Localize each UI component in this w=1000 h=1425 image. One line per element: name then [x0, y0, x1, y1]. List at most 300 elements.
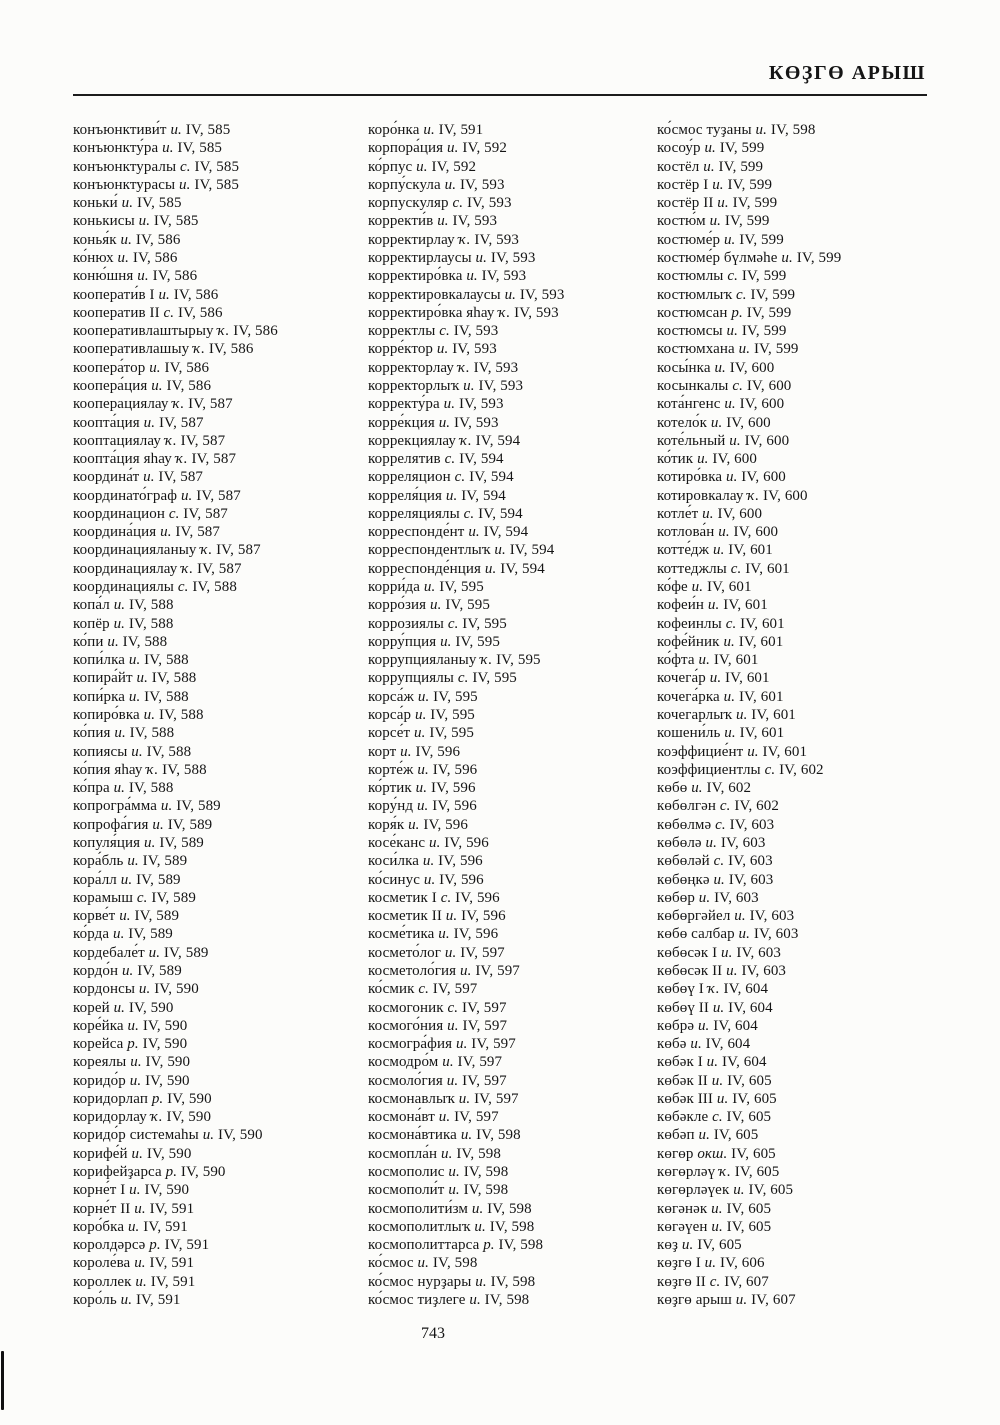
- dictionary-entry: [657, 816, 949, 834]
- dictionary-entry: [657, 1181, 949, 1199]
- entry-headword: корректирлау: [368, 231, 455, 248]
- dictionary-entry: [657, 925, 949, 943]
- entry-headword: корифе́й: [73, 1145, 128, 1162]
- entry-volume-page-ref: IV, 601: [762, 743, 808, 760]
- dictionary-entry: [657, 1072, 949, 1090]
- entry-headword: кота́нгенс: [657, 396, 721, 413]
- dictionary-entry: [657, 158, 949, 176]
- dictionary-entry: [657, 377, 949, 395]
- entry-pos-label: ҡ.: [457, 359, 470, 376]
- entry-volume-page-ref: IV, 593: [490, 249, 536, 266]
- dictionary-entry: [73, 212, 365, 230]
- entry-headword: костёр I: [657, 176, 709, 193]
- entry-headword: котировкалау: [657, 487, 744, 504]
- entry-volume-page-ref: IV, 585: [136, 195, 182, 212]
- entry-headword: коридорлап: [73, 1090, 148, 1107]
- entry-volume-page-ref: IV, 597: [471, 1036, 516, 1053]
- dictionary-entry: [368, 962, 660, 980]
- entry-volume-page-ref: IV, 602: [734, 798, 779, 815]
- entry-volume-page-ref: IV, 595: [472, 670, 517, 687]
- entry-headword: кочегарлыҡ: [657, 707, 733, 723]
- dictionary-entry: [73, 1236, 365, 1254]
- entry-volume-page-ref: IV, 605: [732, 1090, 777, 1107]
- entry-volume-page-ref: IV, 590: [146, 1145, 192, 1162]
- entry-volume-page-ref: IV, 601: [739, 725, 785, 742]
- dictionary-entry: [73, 925, 365, 943]
- dictionary-entry: [657, 541, 949, 559]
- entry-headword: ко́синус: [368, 871, 420, 888]
- dictionary-entry: [73, 816, 365, 834]
- entry-pos-label: ҡ.: [181, 560, 194, 577]
- dictionary-entry: [73, 1163, 365, 1181]
- dictionary-entry: [73, 1017, 365, 1035]
- dictionary-entry: [368, 1181, 660, 1199]
- entry-volume-page-ref: IV, 588: [146, 743, 192, 760]
- entry-volume-page-ref: IV, 589: [142, 853, 188, 870]
- dictionary-entry: [73, 1254, 365, 1272]
- dictionary-entry: [368, 487, 660, 505]
- entry-headword: космето́лог: [368, 944, 442, 961]
- entry-pos-label: ҡ.: [146, 761, 159, 778]
- dictionary-entry: [657, 267, 949, 285]
- dictionary-entry: [73, 1291, 365, 1309]
- entry-volume-page-ref: IV, 591: [143, 1218, 188, 1235]
- entry-headword: космополити́зм: [368, 1200, 468, 1217]
- entry-volume-page-ref: IV, 599: [741, 323, 787, 340]
- dictionary-entry: [73, 669, 365, 687]
- entry-pos-label: и.: [710, 414, 723, 431]
- entry-headword: кофе́йник: [657, 633, 720, 650]
- running-head: КӨҘГӨ АРЫШ: [768, 62, 926, 84]
- dictionary-entry: [73, 432, 365, 450]
- dictionary-entry: [73, 651, 365, 669]
- entry-volume-page-ref: IV, 596: [453, 926, 499, 943]
- entry-pos-label: и.: [128, 652, 141, 669]
- entry-pos-label: и.: [437, 213, 449, 230]
- dictionary-entry: [657, 1236, 949, 1254]
- entry-headword: корректиро́вка: [368, 268, 463, 285]
- dictionary-entry: [368, 761, 660, 779]
- entry-volume-page-ref: IV, 588: [151, 670, 197, 687]
- entry-headword: көбөү I: [657, 981, 704, 998]
- dictionary-entry: [73, 249, 365, 267]
- dictionary-entry: [368, 852, 660, 870]
- entry-pos-label: и.: [734, 908, 746, 925]
- entry-pos-label: ҡ.: [458, 231, 471, 248]
- entry-volume-page-ref: IV, 596: [455, 889, 500, 906]
- entry-pos-label: и.: [707, 597, 720, 614]
- entry-pos-label: с.: [725, 615, 737, 632]
- dictionary-entry: [368, 377, 660, 395]
- entry-volume-page-ref: IV, 601: [725, 670, 770, 687]
- entry-volume-page-ref: IV, 590: [166, 1109, 212, 1126]
- dictionary-entry: [368, 286, 660, 304]
- entry-pos-label: и.: [422, 853, 435, 870]
- entry-volume-page-ref: IV, 590: [145, 1054, 191, 1071]
- entry-pos-label: и.: [474, 1218, 486, 1235]
- entry-pos-label: с.: [452, 195, 464, 212]
- entry-headword: көҙ: [657, 1237, 679, 1254]
- entry-headword: корри́да: [368, 579, 421, 596]
- entry-pos-label: р.: [483, 1237, 495, 1254]
- entry-volume-page-ref: IV, 600: [712, 451, 757, 468]
- entry-pos-label: и.: [127, 853, 139, 870]
- entry-pos-label: р.: [731, 304, 743, 321]
- entry-headword: ко́пи: [73, 633, 104, 650]
- entry-volume-page-ref: IV, 594: [500, 560, 545, 577]
- entry-pos-label: и.: [697, 1017, 710, 1034]
- entry-pos-label: и.: [697, 451, 709, 468]
- entry-headword: космодро́м: [368, 1054, 439, 1071]
- entry-volume-page-ref: IV, 597: [462, 1017, 508, 1034]
- dictionary-entry: [657, 1273, 949, 1291]
- entry-headword: көбөлгән: [657, 798, 717, 815]
- entry-headword: корса́ж: [368, 688, 414, 705]
- entry-volume-page-ref: IV, 594: [469, 469, 514, 486]
- entry-headword: көбрә: [657, 1017, 695, 1034]
- entry-pos-label: и.: [436, 341, 449, 358]
- dictionary-entry: [368, 212, 660, 230]
- entry-volume-page-ref: IV, 597: [475, 962, 520, 979]
- entry-volume-page-ref: IV, 593: [453, 323, 499, 340]
- entry-volume-page-ref: IV, 595: [445, 597, 490, 614]
- entry-headword: копёр: [73, 615, 110, 632]
- entry-headword: көбөләй: [657, 853, 710, 870]
- entry-headword: ко́смик: [368, 981, 415, 998]
- entry-volume-page-ref: IV, 590: [180, 1164, 226, 1181]
- entry-volume-page-ref: IV, 586: [173, 286, 219, 303]
- entry-pos-label: с.: [463, 505, 475, 522]
- entry-headword: коню́шня: [73, 268, 134, 285]
- entry-pos-label: и.: [703, 158, 715, 175]
- entry-pos-label: и.: [711, 1218, 723, 1235]
- dictionary-entry: [657, 1035, 949, 1053]
- entry-headword: көгәнәк: [657, 1200, 708, 1217]
- dictionary-entry: [73, 286, 365, 304]
- dictionary-entry: [73, 1218, 365, 1236]
- dictionary-entry: [657, 889, 949, 907]
- entry-pos-label: и.: [781, 249, 793, 266]
- dictionary-entry: [73, 377, 365, 395]
- entry-pos-label: и.: [738, 926, 750, 943]
- dictionary-entry: [368, 1017, 660, 1035]
- entry-volume-page-ref: IV, 587: [197, 560, 242, 577]
- entry-pos-label: с.: [713, 853, 725, 870]
- dictionary-entry: [657, 1126, 949, 1144]
- entry-pos-label: ҡ.: [459, 432, 472, 449]
- dictionary-entry: [657, 1200, 949, 1218]
- dictionary-entry: [368, 1035, 660, 1053]
- entry-volume-page-ref: IV, 593: [519, 286, 565, 303]
- entry-pos-label: и.: [138, 213, 151, 230]
- entry-volume-page-ref: IV, 599: [732, 195, 778, 212]
- entry-headword: кошени́ль: [657, 725, 721, 742]
- entry-pos-label: и.: [162, 140, 174, 157]
- entry-pos-label: и.: [416, 158, 428, 175]
- dictionary-entry: [73, 871, 365, 889]
- dictionary-entry: [657, 359, 949, 377]
- dictionary-entry: [368, 267, 660, 285]
- entry-headword: корт: [368, 743, 397, 760]
- entry-pos-label: р.: [151, 1090, 164, 1107]
- dictionary-entry: [657, 121, 949, 139]
- entry-headword: коопера́ция: [73, 377, 148, 394]
- dictionary-entry: [657, 651, 949, 669]
- dictionary-entry: [368, 889, 660, 907]
- entry-headword: кооперати́в I: [73, 286, 155, 303]
- entry-pos-label: и.: [716, 1090, 729, 1107]
- entry-headword: ко́смос тиҙлеге: [368, 1292, 466, 1308]
- dictionary-entry: [73, 414, 365, 432]
- entry-volume-page-ref: IV, 603: [736, 944, 781, 961]
- entry-volume-page-ref: IV, 591: [135, 1292, 181, 1308]
- entry-headword: космополитлыҡ: [368, 1218, 471, 1235]
- entry-pos-label: с.: [444, 451, 456, 468]
- entry-pos-label: и.: [475, 249, 487, 266]
- dictionary-entry: [368, 688, 660, 706]
- entry-volume-page-ref: IV, 587: [183, 505, 228, 522]
- entry-volume-page-ref: IV, 595: [496, 652, 541, 669]
- dictionary-entry: [73, 1273, 365, 1291]
- entry-headword: корса́р: [368, 707, 412, 723]
- entry-pos-label: и.: [714, 359, 726, 376]
- entry-pos-label: и.: [723, 633, 735, 650]
- entry-volume-page-ref: IV, 601: [713, 652, 759, 669]
- dictionary-entry: [657, 596, 949, 614]
- entry-pos-label: и.: [711, 1200, 723, 1217]
- dictionary-entry: [73, 852, 365, 870]
- dictionary-entry: [73, 487, 365, 505]
- entry-volume-page-ref: IV, 606: [719, 1255, 765, 1272]
- dictionary-entry: [657, 578, 949, 596]
- entry-pos-label: и.: [466, 268, 478, 285]
- dictionary-entry: [73, 304, 365, 322]
- page-number: 743: [421, 1325, 445, 1342]
- entry-headword: котле́т: [657, 505, 699, 522]
- entry-volume-page-ref: IV, 600: [763, 487, 808, 504]
- dictionary-entry: [368, 925, 660, 943]
- dictionary-entry: [368, 871, 660, 889]
- entry-volume-page-ref: IV, 594: [461, 487, 506, 504]
- entry-pos-label: и.: [112, 926, 125, 943]
- entry-pos-label: и.: [725, 469, 738, 486]
- entry-headword: кора́бль: [73, 853, 124, 870]
- dictionary-entry: [73, 999, 365, 1017]
- entry-headword: косметоло́гия: [368, 962, 457, 979]
- dictionary-entry: [657, 340, 949, 358]
- dictionary-entry: [368, 505, 660, 523]
- print-artifact-mark: [1, 1351, 4, 1410]
- entry-headword: коопта́ция: [73, 414, 140, 431]
- entry-headword: координацион: [73, 505, 165, 522]
- entry-pos-label: и.: [417, 761, 429, 778]
- entry-pos-label: с.: [447, 999, 459, 1016]
- entry-pos-label: и.: [709, 213, 722, 230]
- dictionary-entry: [368, 1145, 660, 1163]
- entry-volume-page-ref: IV, 597: [457, 1054, 503, 1071]
- entry-headword: косынкалы: [657, 377, 729, 394]
- dictionary-entry: [368, 560, 660, 578]
- entry-headword: ко́смос туҙаны: [657, 122, 752, 138]
- entry-headword: коря́к: [368, 816, 405, 833]
- entry-headword: коррозиялы: [368, 615, 444, 632]
- entry-headword: копи́лка: [73, 652, 125, 669]
- entry-volume-page-ref: IV, 589: [167, 816, 213, 833]
- entry-volume-page-ref: IV, 603: [728, 871, 774, 888]
- dictionary-entry: [657, 1108, 949, 1126]
- entry-headword: көгәүен: [657, 1218, 708, 1235]
- entry-headword: конъюнктиви́т: [73, 122, 167, 138]
- entry-headword: ко́нюх: [73, 249, 114, 266]
- dictionary-entry: [73, 797, 365, 815]
- entry-headword: корре́кция: [368, 414, 435, 431]
- dictionary-entry: [73, 541, 365, 559]
- entry-volume-page-ref: IV, 588: [162, 761, 207, 778]
- dictionary-entry: [368, 633, 660, 651]
- entry-pos-label: и.: [423, 871, 436, 888]
- entry-pos-label: и.: [120, 871, 133, 888]
- entry-volume-page-ref: IV, 596: [432, 798, 477, 815]
- entry-headword: көбөсәк I: [657, 944, 718, 961]
- dictionary-entry: [368, 651, 660, 669]
- entry-pos-label: и.: [119, 908, 131, 925]
- entry-volume-page-ref: IV, 596: [438, 853, 483, 870]
- entry-headword: ко́пия яһау: [73, 761, 143, 778]
- entry-volume-page-ref: IV, 599: [746, 304, 792, 321]
- entry-pos-label: с.: [168, 505, 180, 522]
- dictionary-entry: [657, 706, 949, 724]
- entry-volume-page-ref: IV, 595: [455, 633, 500, 650]
- dictionary-entry: [368, 615, 660, 633]
- entry-pos-label: и.: [128, 688, 141, 705]
- dictionary-entry: [657, 761, 949, 779]
- entry-volume-page-ref: IV, 590: [142, 1036, 188, 1053]
- dictionary-entry: [368, 724, 660, 742]
- entry-headword: корифейҙарса: [73, 1164, 162, 1181]
- entry-volume-page-ref: IV, 587: [216, 542, 261, 559]
- entry-headword: корей: [73, 999, 110, 1016]
- entry-headword: коррекциялау: [368, 432, 457, 449]
- dictionary-entry: [657, 797, 949, 815]
- entry-headword: копи́рка: [73, 688, 125, 705]
- entry-pos-label: и.: [726, 962, 738, 979]
- entry-volume-page-ref: IV, 593: [459, 176, 505, 193]
- entry-pos-label: и.: [121, 195, 134, 212]
- entry-headword: космоло́гия: [368, 1072, 443, 1089]
- entry-pos-label: и.: [135, 1273, 147, 1290]
- entry-pos-label: и.: [717, 195, 729, 212]
- dictionary-entry: [73, 1108, 365, 1126]
- dictionary-entry: [73, 779, 365, 797]
- entry-pos-label: и.: [414, 707, 427, 723]
- entry-volume-page-ref: IV, 593: [478, 377, 524, 394]
- dictionary-entry: [368, 121, 660, 139]
- entry-volume-page-ref: IV, 596: [444, 834, 489, 851]
- dictionary-entry: [657, 1145, 949, 1163]
- entry-headword: көбәк II: [657, 1072, 708, 1089]
- entry-volume-page-ref: IV, 607: [724, 1273, 769, 1290]
- dictionary-entry: [73, 889, 365, 907]
- entry-headword: костёл: [657, 158, 700, 175]
- entry-volume-page-ref: IV, 594: [475, 432, 521, 449]
- entry-volume-page-ref: IV, 587: [191, 451, 237, 468]
- entry-headword: котте́дж: [657, 542, 710, 559]
- entry-headword: көбә: [657, 1036, 687, 1053]
- entry-pos-label: и.: [415, 780, 428, 797]
- dictionary-entry: [368, 194, 660, 212]
- entry-volume-page-ref: IV, 590: [128, 999, 174, 1016]
- entry-pos-label: и.: [179, 176, 191, 193]
- entry-volume-page-ref: IV, 585: [153, 213, 199, 230]
- dictionary-entry: [368, 176, 660, 194]
- entry-headword: костюмлыҡ: [657, 286, 733, 303]
- dictionary-entry: [368, 450, 660, 468]
- entry-headword: ко́фе: [657, 579, 688, 596]
- dictionary-entry: [368, 139, 660, 157]
- dictionary-entry: [73, 980, 365, 998]
- entry-headword: костёр II: [657, 195, 714, 212]
- entry-volume-page-ref: IV, 598: [489, 1218, 535, 1235]
- entry-volume-page-ref: IV, 596: [430, 780, 476, 797]
- entry-volume-page-ref: IV, 593: [454, 414, 499, 431]
- entry-headword: корреспонде́нт: [368, 524, 465, 541]
- entry-headword: конъюнктурасы: [73, 176, 176, 193]
- entry-pos-label: с.: [447, 615, 459, 632]
- entry-volume-page-ref: IV, 603: [720, 834, 766, 851]
- entry-volume-page-ref: IV, 601: [738, 633, 784, 650]
- entry-pos-label: и.: [127, 1017, 139, 1034]
- dictionary-entry: [657, 505, 949, 523]
- dictionary-entry: [368, 1108, 660, 1126]
- entry-pos-label: и.: [131, 1145, 143, 1162]
- entry-volume-page-ref: IV, 603: [729, 816, 775, 833]
- entry-pos-label: и.: [446, 1072, 459, 1089]
- entry-headword: ко́рда: [73, 926, 110, 943]
- entry-headword: корректу́ра: [368, 396, 440, 413]
- dictionary-entry: [657, 194, 949, 212]
- entry-pos-label: и.: [158, 286, 170, 303]
- entry-volume-page-ref: IV, 598: [498, 1237, 544, 1254]
- entry-pos-label: и.: [712, 999, 725, 1016]
- dictionary-entry: [368, 158, 660, 176]
- entry-volume-page-ref: IV, 601: [740, 615, 785, 632]
- dictionary-entry: [657, 724, 949, 742]
- dictionary-entry: [73, 1090, 365, 1108]
- dictionary-entry: [657, 852, 949, 870]
- entry-volume-page-ref: IV, 605: [726, 1218, 772, 1235]
- entry-headword: котело́к: [657, 414, 708, 431]
- entry-pos-label: и.: [440, 633, 452, 650]
- entry-volume-page-ref: IV, 589: [151, 889, 196, 906]
- dictionary-entry: [368, 816, 660, 834]
- entry-volume-page-ref: IV, 591: [438, 122, 484, 138]
- entry-headword: көбөлә: [657, 834, 702, 851]
- dictionary-entry: [657, 414, 949, 432]
- entry-headword: копрофа́гия: [73, 816, 149, 833]
- entry-volume-page-ref: IV, 598: [463, 1182, 509, 1199]
- entry-headword: кофеи́н: [657, 597, 705, 614]
- dictionary-entry: [368, 1236, 660, 1254]
- entry-pos-label: и.: [151, 377, 163, 394]
- dictionary-entry: [73, 1181, 365, 1199]
- dictionary-entry: [368, 304, 660, 322]
- entry-volume-page-ref: IV, 598: [490, 1273, 536, 1290]
- entry-volume-page-ref: IV, 604: [721, 1054, 767, 1071]
- entry-pos-label: и.: [137, 268, 149, 285]
- dictionary-entry: [73, 743, 365, 761]
- entry-headword: корро́зия: [368, 597, 427, 614]
- entry-pos-label: и.: [438, 926, 450, 943]
